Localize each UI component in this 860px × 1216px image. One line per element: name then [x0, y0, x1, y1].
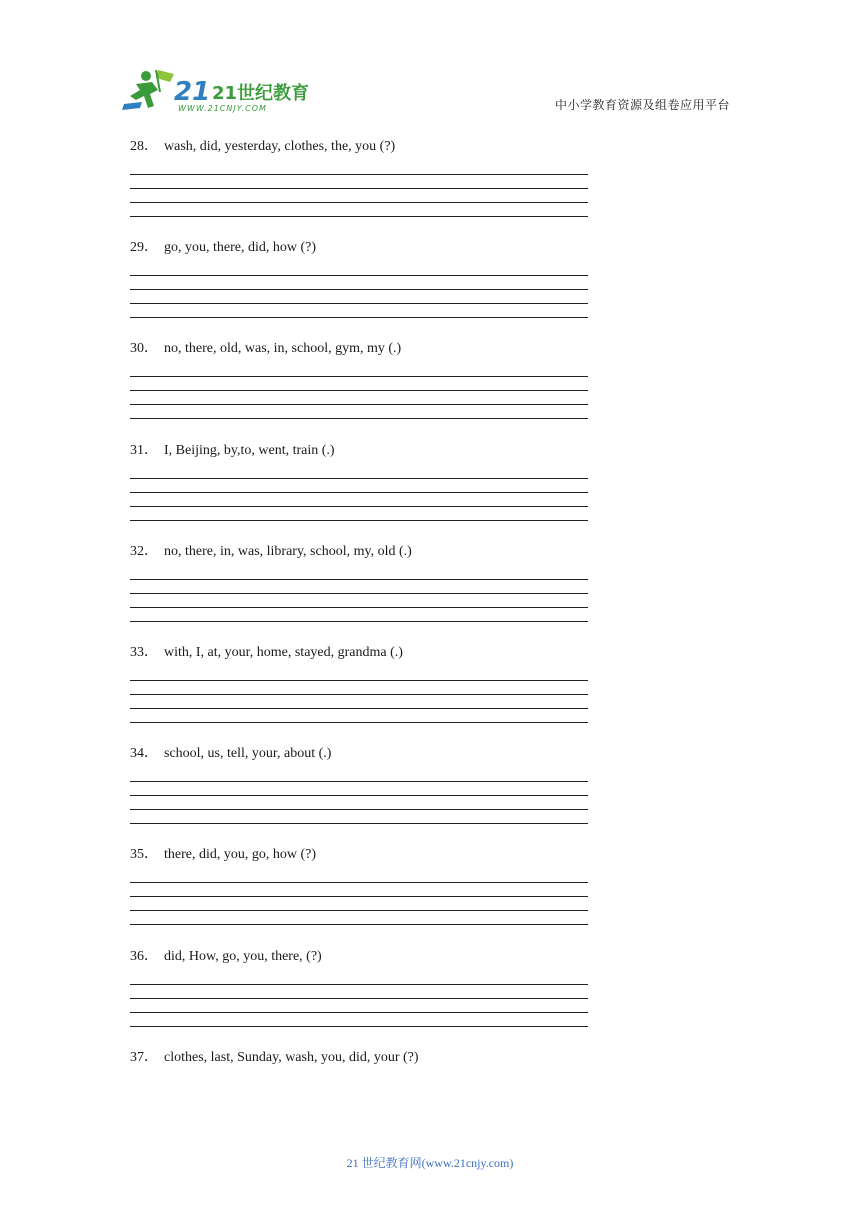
page-footer[interactable]: 21 世纪教育网(www.21cnjy.com) — [346, 1156, 514, 1170]
question-37 — [130, 1049, 590, 1150]
answer-line — [130, 896, 588, 897]
question-number: 28． — [130, 139, 158, 154]
answer-line — [130, 809, 588, 810]
answer-line — [130, 998, 588, 999]
question-number: 29． — [130, 240, 158, 256]
question-35 — [130, 846, 590, 947]
logo-main-text: 21世纪教育 — [212, 83, 310, 104]
question-words: there, did, you, go, how (?) — [164, 847, 317, 863]
answer-lines[interactable] — [130, 579, 588, 635]
question-words: clothes, last, Sunday, wash, you, did, your (?) — [164, 1049, 419, 1065]
answer-lines[interactable] — [130, 984, 588, 1040]
question-words: no, there, in, was, library, school, my, old (.) — [164, 543, 412, 559]
question-32 — [130, 543, 590, 644]
answer-lines[interactable] — [130, 478, 588, 534]
question-text — [130, 239, 590, 257]
question-number: 34． — [130, 746, 158, 762]
answer-line — [130, 1026, 588, 1027]
logo — [122, 66, 310, 116]
answer-line — [130, 188, 588, 189]
question-30 — [130, 340, 590, 441]
answer-line — [130, 781, 588, 782]
question-text — [130, 138, 590, 156]
answer-line — [130, 795, 588, 796]
answer-lines[interactable] — [130, 275, 588, 331]
answer-line — [130, 317, 588, 318]
answer-line — [130, 680, 588, 681]
question-28 — [130, 138, 590, 239]
question-36 — [130, 948, 590, 1049]
question-text — [130, 340, 590, 358]
question-text — [130, 543, 590, 561]
answer-line — [130, 202, 588, 203]
question-34 — [130, 745, 590, 846]
question-words: go, you, there, did, how (?) — [164, 240, 317, 256]
question-number: 30． — [130, 341, 158, 357]
question-text — [130, 948, 590, 966]
answer-line — [130, 303, 588, 304]
answer-lines[interactable] — [130, 376, 588, 432]
question-number: 33． — [130, 644, 158, 660]
question-words: wash, did, yesterday, clothes, the, you (?) — [164, 139, 396, 154]
question-words: no, there, old, was, in, school, gym, my (.) — [164, 341, 402, 357]
answer-line — [130, 418, 588, 419]
question-words: school, us, tell, your, about (.) — [164, 746, 332, 762]
answer-line — [130, 275, 588, 276]
logo-sub-text: WWW.21CNJY.COM — [178, 104, 267, 113]
question-33 — [130, 644, 590, 745]
answer-lines[interactable] — [130, 680, 588, 736]
answer-lines[interactable] — [130, 781, 588, 837]
question-words: did, How, go, you, there, (?) — [164, 948, 322, 964]
question-text — [130, 644, 590, 662]
page-header — [0, 0, 860, 125]
question-number: 36． — [130, 948, 158, 964]
answer-line — [130, 924, 588, 925]
answer-line — [130, 520, 588, 521]
question-text — [130, 846, 590, 864]
question-text — [130, 745, 590, 763]
answer-line — [130, 174, 588, 175]
answer-lines[interactable] — [130, 174, 588, 230]
answer-line — [130, 694, 588, 695]
question-31 — [130, 442, 590, 543]
question-list — [130, 138, 590, 1150]
answer-lines[interactable] — [130, 882, 588, 938]
answer-line — [130, 376, 588, 377]
answer-line — [130, 621, 588, 622]
answer-line — [130, 607, 588, 608]
question-text — [130, 1049, 590, 1067]
answer-line — [130, 1012, 588, 1013]
logo-number: 21 — [174, 77, 211, 107]
answer-line — [130, 910, 588, 911]
question-text — [130, 442, 590, 460]
answer-line — [130, 478, 588, 479]
answer-line — [130, 404, 588, 405]
question-number: 35． — [130, 847, 158, 863]
answer-line — [130, 593, 588, 594]
answer-line — [130, 823, 588, 824]
answer-line — [130, 289, 588, 290]
question-number: 31． — [130, 442, 158, 458]
question-number: 37． — [130, 1049, 158, 1065]
answer-line — [130, 216, 588, 217]
question-29 — [130, 239, 590, 340]
answer-line — [130, 492, 588, 493]
answer-line — [130, 390, 588, 391]
question-words: I, Beijing, by,to, went, train (.) — [164, 442, 335, 458]
answer-line — [130, 722, 588, 723]
question-number: 32． — [130, 543, 158, 559]
answer-line — [130, 984, 588, 985]
answer-line — [130, 708, 588, 709]
runner-logo-icon — [122, 66, 310, 116]
answer-line — [130, 506, 588, 507]
question-words: with, I, at, your, home, stayed, grandma (.) — [164, 644, 403, 660]
platform-name: 中小学教育资源及组卷应用平台 — [554, 98, 730, 112]
answer-line — [130, 579, 588, 580]
answer-line — [130, 882, 588, 883]
